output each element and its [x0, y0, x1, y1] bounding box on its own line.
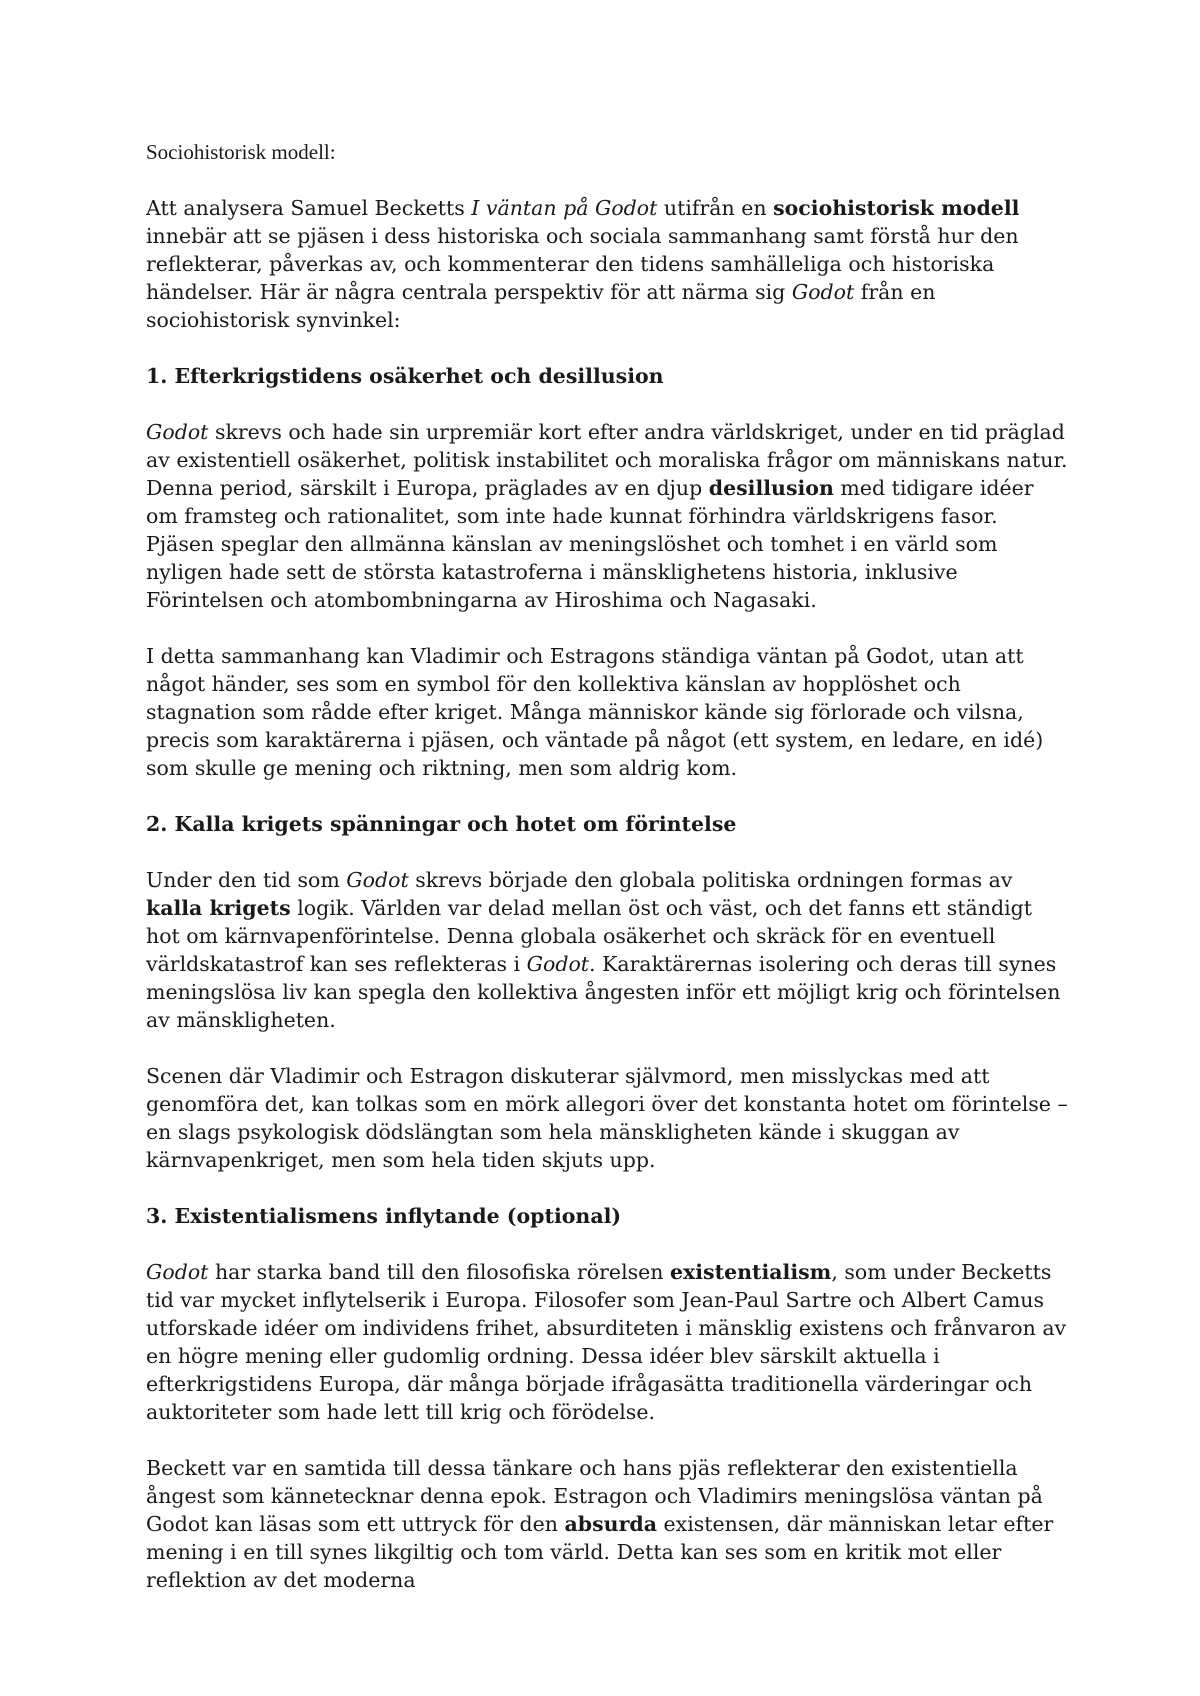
document-title: Sociohistorisk modell:	[146, 140, 336, 164]
italic-text: Godot	[146, 1260, 209, 1284]
italic-text: Godot	[791, 280, 855, 304]
section-paragraph: Godot har starka band till den filosofiska rörelsen existentialism, som under Becketts tid var mycket inflytelserik i Europa. Filosofer som Jean-Paul Sartre och Albert Camus utforskade idéer om individens frihet, absurditeten i mänsklig existens och frånvaron av en högre mening eller gudomlig ordning. Dessa idéer blev särskilt aktuella i efterkrigstidens Europa, där många började ifrågasätta traditionella värderingar och auktoriteter som hade lett till krig och förödelse.	[146, 1260, 1067, 1424]
bold-text: desillusion	[708, 476, 834, 500]
bold-text: existentialism	[670, 1260, 832, 1284]
italic-text: Godot	[146, 420, 209, 444]
bold-text: absurda	[564, 1512, 657, 1536]
section-paragraph: I detta sammanhang kan Vladimir och Estragons ständiga väntan på Godot, utan att något händer, ses som en symbol för den kollektiva känslan av hopplöshet och stagnation som rådde efter kriget. Många människor kände sig förlorade och vilsna, precis som karaktärerna i pjäsen, och väntade på något (ett system, en ledare, en idé) som skulle ge mening och riktning, men som aldrig kom.	[146, 644, 1044, 780]
document-page	[146, 138, 1071, 1622]
section-paragraph: Beckett var en samtida till dessa tänkare och hans pjäs reflekterar den existentiella ångest som kännetecknar denna epok. Estragon och Vladimirs meningslösa väntan på Godot kan läsas som ett uttryck för den absurda existensen, där människan letar efter mening i en till synes likgiltig och tom värld. Detta kan ses som en kritik mot eller reflektion av det moderna	[146, 1456, 1054, 1592]
intro-paragraph: Att analysera Samuel Becketts I väntan på Godot utifrån en sociohistorisk modell innebär att se pjäsen i dess historiska och sociala sammanhang samt förstå hur den reflekterar, påverkas av, och kommenterar den tidens samhälleliga och historiska händelser. Här är några centrala perspektiv för att närma sig Godot från en sociohistorisk synvinkel:	[146, 196, 1020, 332]
section-heading: 2. Kalla krigets spänningar och hotet om förintelse	[146, 812, 737, 836]
bold-text: kalla krigets	[146, 896, 291, 920]
bold-text: sociohistorisk modell	[773, 196, 1020, 220]
section-1	[146, 362, 1071, 782]
italic-text: Godot	[526, 952, 590, 976]
section-heading: 3. Existentialismens inflytande (optional)	[146, 1204, 622, 1228]
section-3	[146, 1202, 1071, 1594]
italic-text: Godot	[346, 868, 409, 892]
section-2	[146, 810, 1071, 1174]
section-heading: 1. Efterkrigstidens osäkerhet och desillusion	[146, 364, 664, 388]
section-paragraph: Scenen där Vladimir och Estragon diskuterar självmord, men misslyckas med att genomföra det, kan tolkas som en mörk allegori över det konstanta hotet om förintelse – en slags psykologisk dödslängtan som hela mänskligheten kände i skuggan av kärnvapenkriget, men som hela tiden skjuts upp.	[146, 1064, 1068, 1172]
italic-text: I väntan på Godot	[471, 196, 658, 220]
section-paragraph: Under den tid som Godot skrevs började den globala politiska ordningen formas av kalla krigets logik. Världen var delad mellan öst och väst, och det fanns ett ständigt hot om kärnvapenförintelse. Denna globala osäkerhet och skräck för en eventuell världskatastrof kan ses reflekteras i Godot. Karaktärernas isolering och deras till synes meningslösa liv kan spegla den kollektiva ångesten inför ett möjligt krig och förintelsen av mänskligheten.	[146, 868, 1061, 1032]
section-paragraph: Godot skrevs och hade sin urpremiär kort efter andra världskriget, under en tid präglad av existentiell osäkerhet, politisk instabilitet och moraliska frågor om människans natur. Denna period, särskilt i Europa, präglades av en djup desillusion med tidigare idéer om framsteg och rationalitet, som inte hade kunnat förhindra världskrigens fasor. Pjäsen speglar den allmänna känslan av meningslöshet och tomhet i en värld som nyligen hade sett de största katastroferna i mänsklighetens historia, inklusive Förintelsen och atombombningarna av Hiroshima och Nagasaki.	[146, 420, 1068, 612]
